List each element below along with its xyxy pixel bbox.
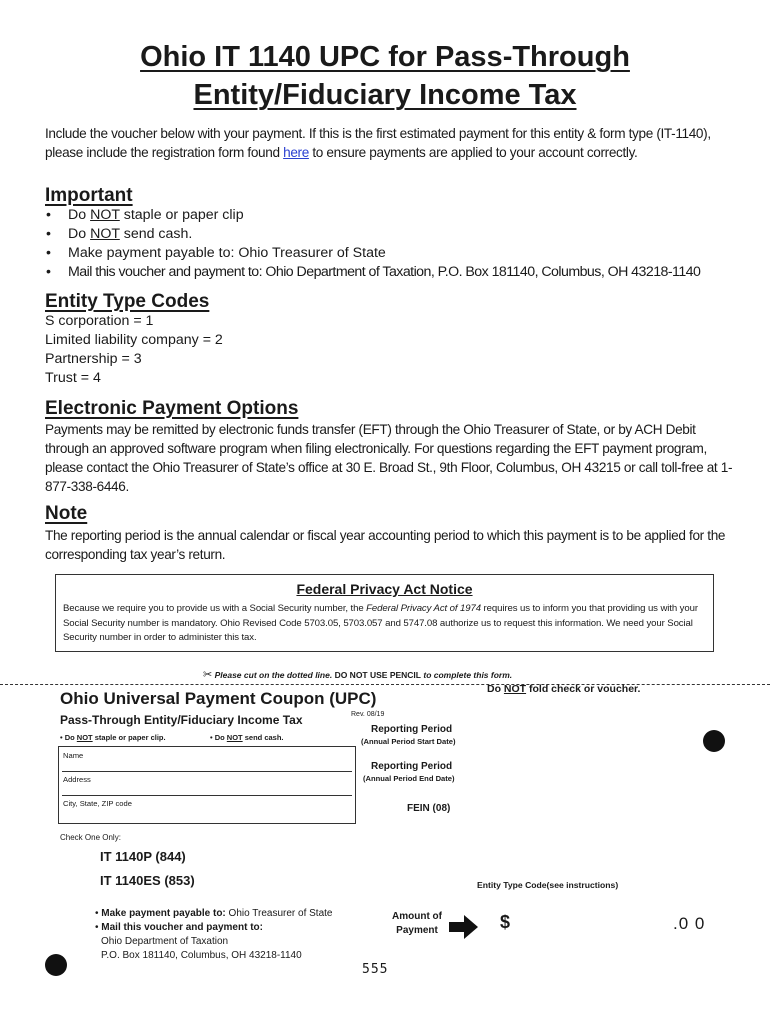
amount-label: Amount of Payment xyxy=(392,911,442,936)
scan-code: 555 xyxy=(362,962,389,977)
period-end-sublabel: (Annual Period End Date) xyxy=(363,774,455,783)
electronic-heading: Electronic Payment Options xyxy=(45,398,299,419)
staple-warning: • Do NOT staple or paper clip. xyxy=(60,733,166,742)
name-label: Name xyxy=(63,751,84,760)
entity-codes-heading: Entity Type Codes xyxy=(45,291,210,312)
address-label: Address xyxy=(63,775,91,784)
privacy-text: Because we require you to provide us with a Social Security number, the Federal Privacy Act of 1974 requires us to inform you that providing us with your Social Security number is mandatory. Ohio Revised Code 5703.05, 5703.057 and 5747.08 authorize us to request this information. We need your Social Security number in order to administer this tax. xyxy=(63,603,698,643)
important-heading: Important xyxy=(45,185,133,206)
fold-warning: Do NOT fold check or voucher. xyxy=(487,683,641,695)
registration-mark xyxy=(703,730,725,752)
coupon-subtitle: Pass-Through Entity/Fiduciary Income Tax xyxy=(60,713,303,727)
revision-date: Rev. 08/19 xyxy=(351,711,385,718)
list-item: Limited liability company = 2 xyxy=(45,332,223,348)
name-field[interactable] xyxy=(62,771,352,772)
fein-label: FEIN (08) xyxy=(407,803,451,814)
period-start-label: Reporting Period xyxy=(371,724,453,735)
registration-mark xyxy=(45,954,67,976)
taxpayer-info-box xyxy=(58,746,356,824)
cut-instruction: ✂ Please cut on the dotted line. DO NOT USE PENCIL to complete this form. xyxy=(200,668,515,681)
address-field[interactable] xyxy=(62,795,352,796)
note-paragraph: The reporting period is the annual calendar or fiscal year accounting period to which this payment is to be applied for the corresponding tax year’s return. xyxy=(45,528,726,562)
dollar-sign: $ xyxy=(500,912,511,932)
list-item: • Make payment payable to: Ohio Treasurer of State xyxy=(45,244,745,263)
list-item: • Do NOT staple or paper clip xyxy=(45,206,745,225)
intro-text-end: to ensure payments are applied to your account correctly. xyxy=(308,145,638,160)
intro-paragraph xyxy=(45,124,735,162)
intro-text: Include the voucher below with your payment. If this is the first estimated payment for this entity & form type (IT-1140), please include the registration form found xyxy=(45,126,711,160)
electronic-paragraph: Payments may be remitted by electronic funds transfer (EFT) through the Ohio Treasurer of State, or by ACH Debit through an approved software program when filing electronically. For questions regarding the EFT payment program, please contact the Ohio Treasurer of State’s office at 30 E. Broad St., 9th Floor, Columbus, OH 43215 or call toll-free at 1-877-338-6446. xyxy=(45,422,733,494)
period-end-label: Reporting Period xyxy=(371,761,453,772)
privacy-notice xyxy=(55,574,714,652)
payment-instructions xyxy=(95,907,333,963)
mail-line: • Mail this voucher and payment to: xyxy=(95,922,263,933)
option-it1140es[interactable]: IT 1140ES (853) xyxy=(100,873,195,888)
mail-address-line1: Ohio Department of Taxation xyxy=(101,936,229,947)
list-item: • Mail this voucher and payment to: Ohio Department of Taxation, P.O. Box 181140, Columbus, OH 43218-1140 xyxy=(45,263,745,282)
registration-form-link[interactable]: here xyxy=(283,145,309,160)
payable-line: • Make payment payable to: Ohio Treasurer of State xyxy=(95,908,333,919)
period-start-sublabel: (Annual Period Start Date) xyxy=(361,737,456,746)
amount-input[interactable] xyxy=(515,908,675,936)
list-item: Partnership = 3 xyxy=(45,351,142,367)
check-one-label: Check One Only: xyxy=(60,833,121,842)
city-state-zip-label: City, State, ZIP code xyxy=(63,799,132,808)
coupon-title: Ohio Universal Payment Coupon (UPC) xyxy=(60,689,377,708)
mail-address-line2: P.O. Box 181140, Columbus, OH 43218-1140 xyxy=(101,950,302,961)
note-heading: Note xyxy=(45,503,88,524)
entity-type-code-label: Entity Type Code(see instructions) xyxy=(477,880,619,890)
important-list xyxy=(45,206,745,282)
list-item: • Do NOT send cash. xyxy=(45,225,745,244)
arrow-right-icon xyxy=(449,913,479,941)
option-it1140p[interactable]: IT 1140P (844) xyxy=(100,849,186,864)
scissors-icon: ✂ xyxy=(203,669,213,681)
page-title: Ohio IT 1140 UPC for Pass-Through xyxy=(140,41,630,73)
cash-warning: • Do NOT send cash. xyxy=(210,733,284,742)
privacy-title: Federal Privacy Act Notice xyxy=(296,581,473,597)
list-item: S corporation = 1 xyxy=(45,313,154,329)
cut-line xyxy=(0,684,770,685)
list-item: Trust = 4 xyxy=(45,370,101,386)
page-subtitle: Entity/Fiduciary Income Tax xyxy=(193,79,577,111)
entity-codes-list xyxy=(45,312,223,388)
cents-value: .0 0 xyxy=(673,914,706,933)
